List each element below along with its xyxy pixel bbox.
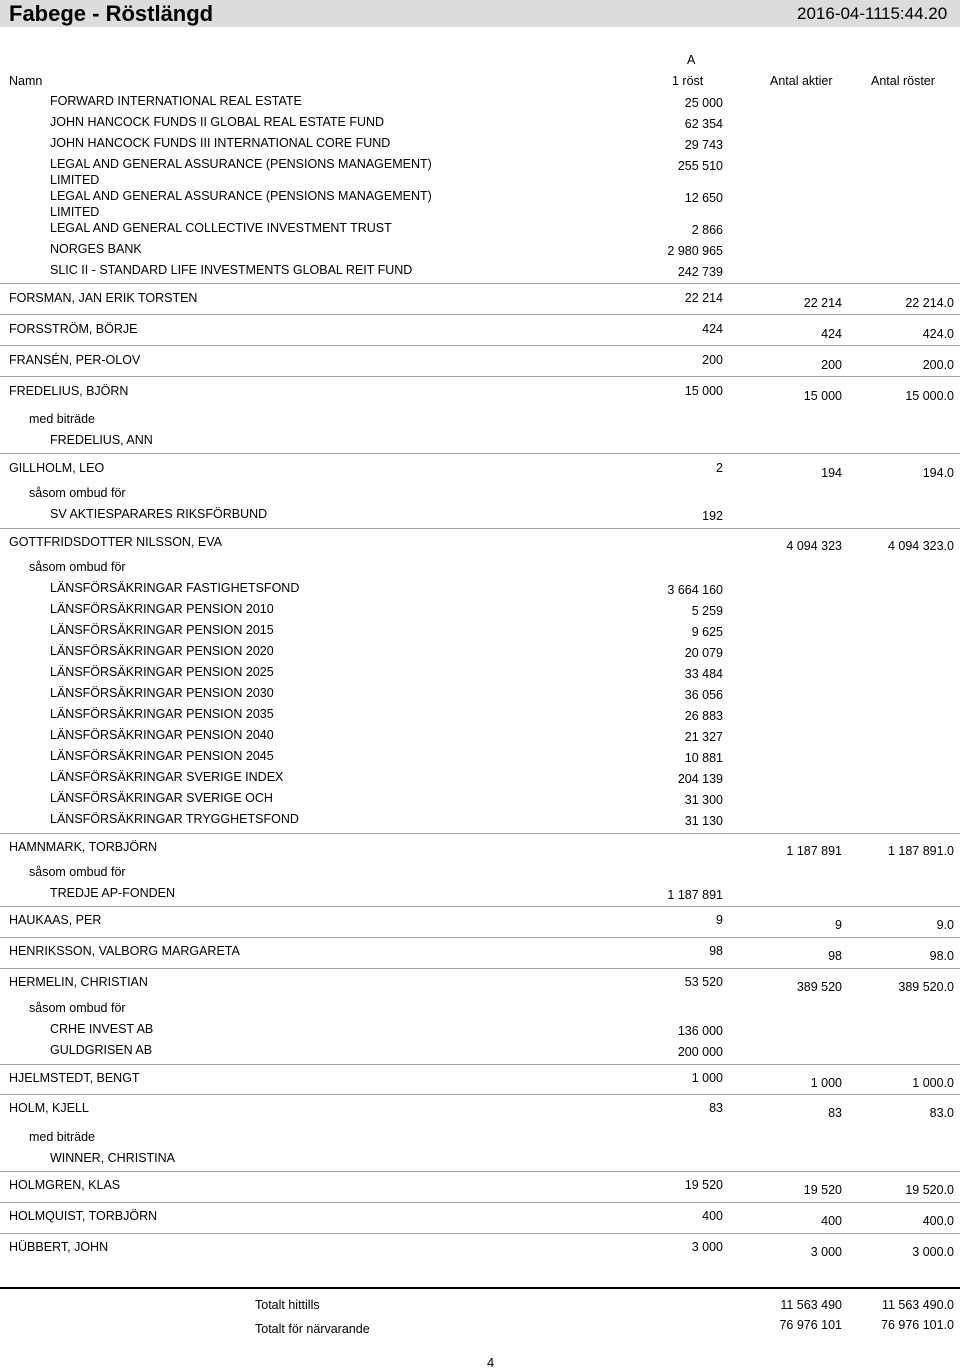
- totals-hittills-aktier: 11 563 490: [780, 1298, 842, 1312]
- entry-roster: 389 520.0: [898, 980, 954, 994]
- report-date: 2016-04-11: [797, 4, 883, 23]
- list-item-value: 12 650: [684, 191, 723, 205]
- sasom-ombud-label: såsom ombud för: [29, 1001, 126, 1015]
- totals-narvarande-roster: 76 976 101.0: [881, 1318, 954, 1332]
- entry-name: HOLM, KJELL: [9, 1101, 89, 1115]
- entry-roster: 22 214.0: [905, 296, 954, 310]
- list-item-name-cont: LIMITED: [50, 205, 100, 219]
- list-item-value: 2 866: [691, 223, 723, 237]
- totals-hittills-roster: 11 563 490.0: [881, 1298, 954, 1312]
- row-separator: [0, 376, 960, 377]
- totals-narvarande-label: Totalt för närvarande: [255, 1322, 370, 1336]
- entry-roster: 83.0: [929, 1106, 954, 1120]
- report-time: 15:44.20: [881, 4, 948, 23]
- entry-aktier: 1 000: [810, 1076, 842, 1090]
- entry-name: HERMELIN, CHRISTIAN: [9, 975, 148, 989]
- entry-name: HOLMQUIST, TORBJÖRN: [9, 1209, 158, 1223]
- entry-name: HENRIKSSON, VALBORG MARGARETA: [9, 944, 240, 958]
- entry-a-value: 22 214: [684, 291, 723, 305]
- sub-entry-value: 5 259: [691, 604, 723, 618]
- report-header: [0, 0, 960, 27]
- entry-a-value: 83: [709, 1101, 723, 1115]
- sub-entry-value: 200 000: [677, 1045, 723, 1059]
- entry-name: FORSSTRÖM, BÖRJE: [9, 322, 138, 336]
- entry-aktier: 15 000: [803, 389, 842, 403]
- sub-entry-value: 10 881: [684, 751, 723, 765]
- entry-a-value: 15 000: [684, 384, 723, 398]
- page-number: 4: [487, 1355, 495, 1370]
- column-a-sub: 1 röst: [672, 74, 704, 88]
- entry-a-value: 3 000: [691, 1240, 723, 1254]
- column-antal-roster: Antal röster: [871, 74, 935, 88]
- sasom-ombud-label: såsom ombud för: [29, 865, 126, 879]
- list-item-value: 242 739: [677, 265, 723, 279]
- totals-hittills-label: Totalt hittills: [255, 1298, 320, 1312]
- column-namn: Namn: [9, 74, 43, 88]
- sub-entry-name: LÄNSFÖRSÄKRINGAR SVERIGE INDEX: [50, 770, 284, 784]
- entry-roster: 400.0: [922, 1214, 954, 1228]
- sub-entry-value: 204 139: [677, 772, 723, 786]
- row-separator: [0, 1094, 960, 1095]
- entry-name: FRANSÉN, PER-OLOV: [9, 353, 141, 367]
- entry-name: GILLHOLM, LEO: [9, 461, 105, 475]
- list-item-name: JOHN HANCOCK FUNDS II GLOBAL REAL ESTATE FUND: [50, 115, 385, 129]
- sub-entry-value: 36 056: [684, 688, 723, 702]
- sub-entry-name: LÄNSFÖRSÄKRINGAR SVERIGE OCH: [50, 791, 273, 805]
- sub-entry-name: TREDJE AP-FONDEN: [50, 886, 176, 900]
- sub-entry-value: 31 130: [684, 814, 723, 828]
- sub-entry-value: 21 327: [684, 730, 723, 744]
- sasom-ombud-label: såsom ombud för: [29, 560, 126, 574]
- row-separator: [0, 833, 960, 834]
- entry-aktier: 4 094 323: [786, 539, 842, 553]
- sub-entry-name: WINNER, CHRISTINA: [50, 1151, 175, 1165]
- entry-roster: 3 000.0: [912, 1245, 954, 1259]
- row-separator: [0, 453, 960, 454]
- entry-aktier: 3 000: [810, 1245, 842, 1259]
- sub-entry-name: LÄNSFÖRSÄKRINGAR PENSION 2030: [50, 686, 274, 700]
- column-a-top: A: [687, 53, 696, 67]
- column-antal-aktier: Antal aktier: [770, 74, 833, 88]
- entry-roster: 19 520.0: [905, 1183, 954, 1197]
- sasom-ombud-label: såsom ombud för: [29, 486, 126, 500]
- sub-entry-name: LÄNSFÖRSÄKRINGAR PENSION 2045: [50, 749, 274, 763]
- row-separator: [0, 1064, 960, 1065]
- sub-entry-value: 9 625: [691, 625, 723, 639]
- list-item-value: 2 980 965: [667, 244, 723, 258]
- list-item-value: 25 000: [684, 96, 723, 110]
- sub-entry-name: LÄNSFÖRSÄKRINGAR TRYGGHETSFOND: [50, 812, 299, 826]
- sub-entry-name: LÄNSFÖRSÄKRINGAR PENSION 2025: [50, 665, 274, 679]
- entry-aktier: 194: [821, 466, 842, 480]
- sub-entry-value: 31 300: [684, 793, 723, 807]
- entry-roster: 1 187 891.0: [887, 844, 954, 858]
- sub-entry-name: LÄNSFÖRSÄKRINGAR PENSION 2010: [50, 602, 274, 616]
- entry-a-value: 424: [702, 322, 723, 336]
- entry-a-value: 19 520: [684, 1178, 723, 1192]
- entry-aktier: 1 187 891: [786, 844, 842, 858]
- entry-roster: 15 000.0: [905, 389, 954, 403]
- entry-a-value: 9: [716, 913, 723, 927]
- list-item-name: SLIC II - STANDARD LIFE INVESTMENTS GLOBAL REIT FUND: [50, 263, 413, 277]
- sub-entry-name: LÄNSFÖRSÄKRINGAR PENSION 2035: [50, 707, 274, 721]
- list-item-name-cont: LIMITED: [50, 173, 100, 187]
- sub-entry-name: CRHE INVEST AB: [50, 1022, 154, 1036]
- entry-a-value: 200: [702, 353, 723, 367]
- row-separator: [0, 283, 960, 284]
- entry-aktier: 22 214: [803, 296, 842, 310]
- entry-a-value: 2: [716, 461, 723, 475]
- entry-roster: 194.0: [922, 466, 954, 480]
- entry-aktier: 9: [835, 918, 842, 932]
- entry-name: HÜBBERT, JOHN: [9, 1240, 109, 1254]
- list-item-value: 255 510: [677, 159, 723, 173]
- med-bitrade-label: med biträde: [29, 412, 96, 426]
- entry-a-value: 53 520: [684, 975, 723, 989]
- entry-aktier: 98: [828, 949, 842, 963]
- sub-entry-value: 33 484: [684, 667, 723, 681]
- entry-roster: 424.0: [922, 327, 954, 341]
- sub-entry-value: 26 883: [684, 709, 723, 723]
- entry-name: GOTTFRIDSDOTTER NILSSON, EVA: [9, 535, 222, 549]
- row-separator: [0, 345, 960, 346]
- entry-name: FORSMAN, JAN ERIK TORSTEN: [9, 291, 198, 305]
- row-separator: [0, 528, 960, 529]
- entry-a-value: 98: [709, 944, 723, 958]
- entry-name: HAUKAAS, PER: [9, 913, 102, 927]
- sub-entry-value: 192: [702, 509, 723, 523]
- entry-roster: 98.0: [929, 949, 954, 963]
- entry-name: HOLMGREN, KLAS: [9, 1178, 121, 1192]
- list-item-name: FORWARD INTERNATIONAL REAL ESTATE: [50, 94, 302, 108]
- report-title: Fabege - Röstlängd: [9, 1, 214, 26]
- row-separator: [0, 937, 960, 938]
- row-separator: [0, 1202, 960, 1203]
- entry-aktier: 200: [821, 358, 842, 372]
- sub-entry-name: SV AKTIESPARARES RIKSFÖRBUND: [50, 507, 268, 521]
- entry-name: HAMNMARK, TORBJÖRN: [9, 840, 158, 854]
- entry-aktier: 400: [821, 1214, 842, 1228]
- entry-roster: 200.0: [922, 358, 954, 372]
- list-item-name: JOHN HANCOCK FUNDS III INTERNATIONAL CORE FUND: [50, 136, 391, 150]
- entry-a-value: 400: [702, 1209, 723, 1223]
- entry-name: FREDELIUS, BJÖRN: [9, 384, 129, 398]
- sub-entry-name: LÄNSFÖRSÄKRINGAR PENSION 2020: [50, 644, 274, 658]
- sub-entry-name: LÄNSFÖRSÄKRINGAR PENSION 2015: [50, 623, 274, 637]
- totals-narvarande-aktier: 76 976 101: [779, 1318, 842, 1332]
- list-item-name: LEGAL AND GENERAL ASSURANCE (PENSIONS MANAGEMENT): [50, 189, 432, 203]
- entry-aktier: 424: [821, 327, 842, 341]
- row-separator: [0, 906, 960, 907]
- entry-name: HJELMSTEDT, BENGT: [9, 1071, 140, 1085]
- list-item-value: 29 743: [684, 138, 723, 152]
- list-item-name: LEGAL AND GENERAL COLLECTIVE INVESTMENT TRUST: [50, 221, 392, 235]
- entry-roster: 4 094 323.0: [887, 539, 954, 553]
- list-item-name: LEGAL AND GENERAL ASSURANCE (PENSIONS MANAGEMENT): [50, 157, 432, 171]
- sub-entry-name: LÄNSFÖRSÄKRINGAR FASTIGHETSFOND: [50, 581, 300, 595]
- sub-entry-value: 20 079: [684, 646, 723, 660]
- sub-entry-name: FREDELIUS, ANN: [50, 433, 153, 447]
- entry-roster: 1 000.0: [912, 1076, 954, 1090]
- footer-divider: [0, 1287, 960, 1289]
- entry-a-value: 1 000: [691, 1071, 723, 1085]
- sub-entry-value: 136 000: [677, 1024, 723, 1038]
- row-separator: [0, 1233, 960, 1234]
- entry-aktier: 83: [828, 1106, 842, 1120]
- row-separator: [0, 1171, 960, 1172]
- sub-entry-name: LÄNSFÖRSÄKRINGAR PENSION 2040: [50, 728, 274, 742]
- entry-roster: 9.0: [936, 918, 954, 932]
- entry-aktier: 19 520: [803, 1183, 842, 1197]
- list-item-name: NORGES BANK: [50, 242, 142, 256]
- sub-entry-value: 1 187 891: [667, 888, 723, 902]
- med-bitrade-label: med biträde: [29, 1130, 96, 1144]
- list-item-value: 62 354: [684, 117, 723, 131]
- entry-aktier: 389 520: [796, 980, 842, 994]
- sub-entry-value: 3 664 160: [667, 583, 723, 597]
- row-separator: [0, 968, 960, 969]
- sub-entry-name: GULDGRISEN AB: [50, 1043, 153, 1057]
- row-separator: [0, 314, 960, 315]
